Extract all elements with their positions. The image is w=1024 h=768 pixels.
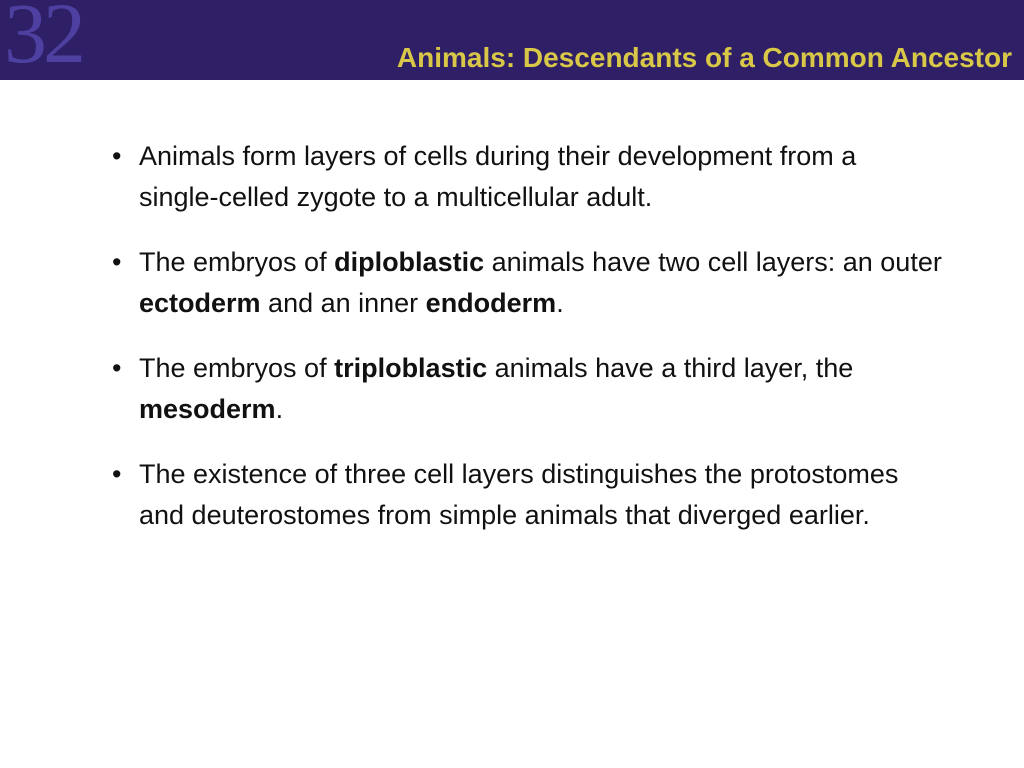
bullet-text-segment: animals have a third layer, the xyxy=(487,353,854,383)
bullet-item xyxy=(112,348,939,430)
bullet-marker: • xyxy=(112,141,122,171)
bullet-text-segment: . xyxy=(275,394,284,424)
bullet-text-segment: The embryos of xyxy=(139,247,335,277)
bullet-item xyxy=(112,136,939,218)
bullet-text-segment: and an inner xyxy=(260,288,426,318)
bullet-text-segment: . xyxy=(556,288,564,318)
bullet-text-segment: The embryos of xyxy=(139,353,335,383)
chapter-number: 32 xyxy=(4,0,82,81)
bullet-text: Animals form layers of cells during their development from a single-celled zygote to a multicellular adult. xyxy=(139,141,857,212)
term-mesoderm: mesoderm xyxy=(139,394,276,424)
bullet-marker: • xyxy=(112,459,122,489)
bullet-item xyxy=(112,454,939,536)
bullet-item xyxy=(112,242,959,324)
term-triploblastic: triploblastic xyxy=(334,353,488,383)
bullet-marker: • xyxy=(112,353,122,383)
bullet-text: The existence of three cell layers distinguishes the protostomes and deuterostomes from simple animals that diverged earlier. xyxy=(139,459,899,530)
slide-title: Animals: Descendants of a Common Ancestor xyxy=(396,42,1012,73)
bullet-marker: • xyxy=(112,247,122,277)
bullet-text-segment: animals have two cell layers: an outer xyxy=(484,247,942,277)
term-diploblastic: diploblastic xyxy=(334,247,485,277)
term-ectoderm: ectoderm xyxy=(139,288,261,318)
slide-content xyxy=(112,136,942,560)
term-endoderm: endoderm xyxy=(425,288,557,318)
slide-header xyxy=(0,0,1024,80)
